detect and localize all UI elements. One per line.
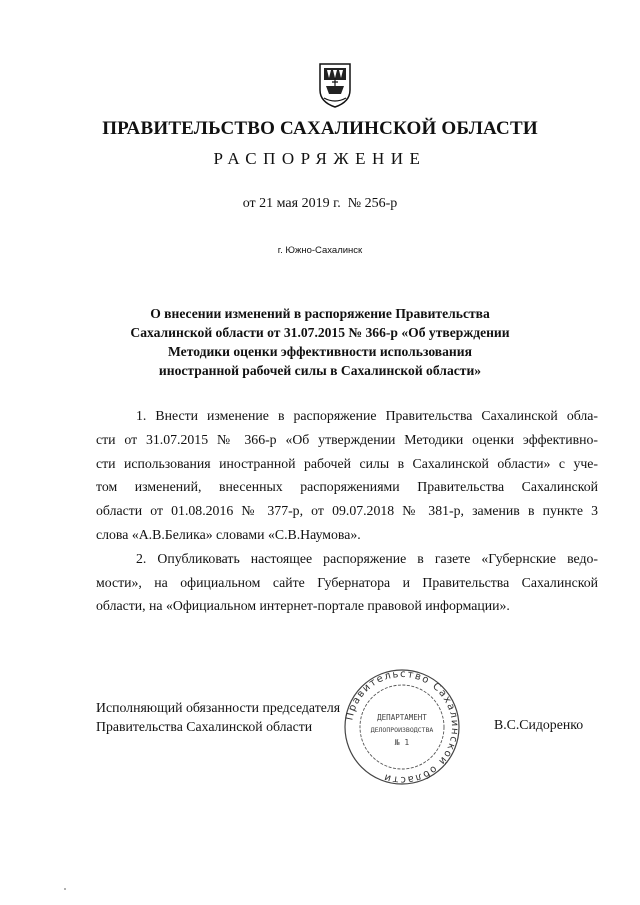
signature-position-line: Правительства Сахалинской области (96, 719, 313, 734)
document-type: РАСПОРЯЖЕНИЕ (213, 149, 427, 168)
subject-line: иностранной рабочей силы в Сахалинской области» (158, 363, 482, 378)
stamp-outer-text: Правительство Сахалинской области (344, 668, 461, 786)
paragraph-2 (96, 547, 598, 618)
stamp-inner-line: ДЕПАРТАМЕНТ (377, 713, 427, 722)
document-number: № 256-р (347, 196, 398, 211)
body-line: том изменений, внесенных распоряжениями Правительства Сахалинской (96, 479, 598, 495)
body-line: сти от 31.07.2015 № 366-р «Об утверждении Методики оценки эффективно- (96, 431, 598, 447)
signature-position (96, 698, 340, 736)
stamp-inner-line: № 1 (394, 738, 410, 747)
paragraph-1 (96, 404, 598, 547)
scan-artifact (64, 888, 66, 890)
document-body (96, 404, 598, 618)
body-line: 2. Опубликовать настоящее распоряжение в газете «Губернские ведо- (136, 550, 598, 566)
body-line: области от 01.08.2016 № 377-р, от 09.07.2018 № 381-р, заменив в пункте 3 (96, 503, 598, 519)
signer-name: В.С.Сидоренко (494, 717, 584, 732)
subject-line: Методики оценки эффективности использования (168, 344, 472, 359)
body-line: слова «А.В.Белика» словами «С.В.Наумова». (96, 526, 361, 542)
signature-position-line: Исполняющий обязанности председателя (96, 700, 341, 715)
document-date: от 21 мая 2019 г. (242, 196, 341, 211)
body-line: сти использования иностранной рабочей силы в Сахалинской области» с уче- (96, 455, 598, 471)
document-city: г. Южно-Сахалинск (277, 245, 363, 256)
body-line: 1. Внести изменение в распоряжение Правительства Сахалинской обла- (136, 408, 598, 423)
body-line: области, на «Официальном интернет-портале правовой информации». (96, 598, 510, 614)
document-date-line (0, 196, 640, 212)
body-line: мости», на официальном сайте Губернатора и Правительства Сахалинской (96, 574, 598, 590)
document-subject (110, 304, 530, 380)
subject-line: О внесении изменений в распоряжение Правительства (150, 306, 490, 321)
official-stamp (337, 668, 467, 786)
government-title: ПРАВИТЕЛЬСТВО САХАЛИНСКОЙ ОБЛАСТИ (102, 118, 538, 139)
subject-line: Сахалинской области от 31.07.2015 № 366-р «Об утверждении (130, 325, 510, 340)
coat-of-arms-icon (318, 60, 352, 108)
stamp-inner-line: ДЕЛОПРОИЗВОДСТВА (370, 726, 434, 734)
